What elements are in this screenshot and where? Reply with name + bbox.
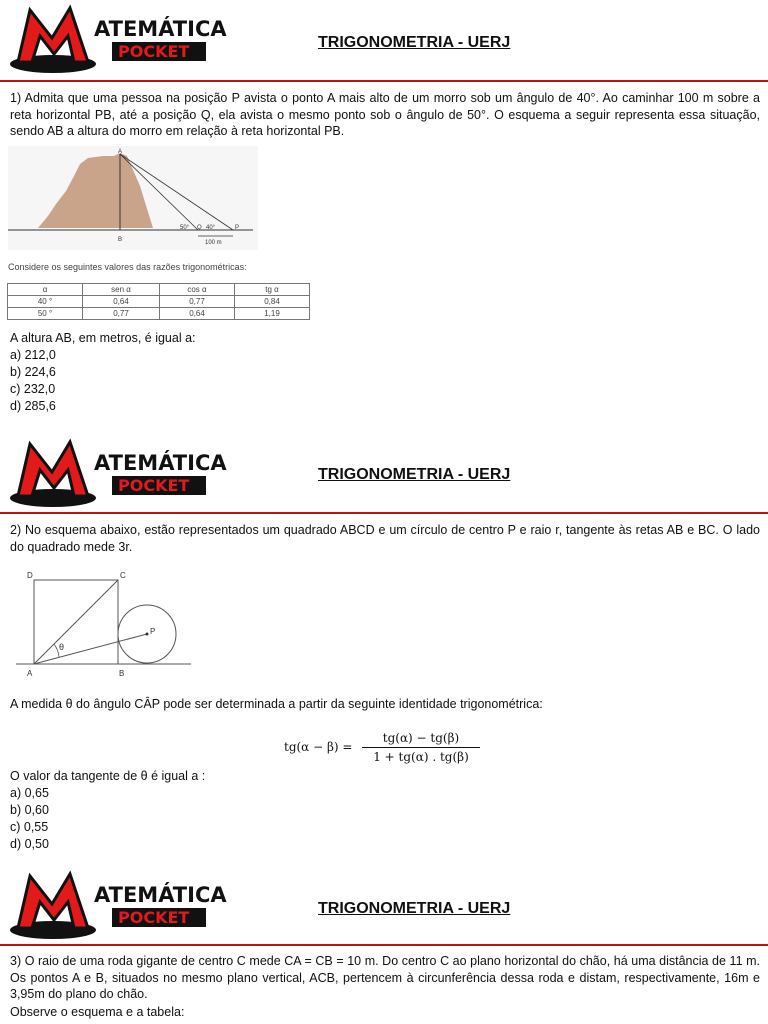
page-title: TRIGONOMETRIA - UERJ [318, 900, 511, 917]
table-cell: 40 ° [8, 296, 83, 308]
q2-label-theta: θ [59, 642, 65, 652]
q1-label-p: P [235, 225, 240, 231]
q1-distance: 100 m [205, 240, 222, 246]
q2-label-b: B [119, 669, 125, 678]
q2-option-d[interactable]: d) 0,50 [10, 837, 49, 851]
trig-table [7, 283, 310, 320]
q1-question: A altura AB, em metros, é igual a: [10, 331, 196, 345]
q1-option-a[interactable]: a) 212,0 [10, 348, 56, 362]
q1-angle-50: 50° [180, 225, 190, 231]
table-cell: 0,77 [160, 296, 235, 308]
q2-text: 2) No esquema abaixo, estão representados um quadrado ABCD e um círculo de centro P e raio r, tangente às retas AB e BC. O lado do quadrado mede 3r. [10, 523, 760, 554]
q1-table-caption: Considere os seguintes valores das razões trigonométricas: [8, 262, 247, 272]
table-cell: 0,64 [83, 296, 160, 308]
divider [0, 80, 768, 82]
logo-line2: POCKET [118, 42, 190, 61]
table-cell: 0,64 [160, 308, 235, 320]
q2-option-b[interactable]: b) 0,60 [10, 803, 49, 817]
table-header: tg α [235, 284, 310, 296]
q1-label-a: A [118, 149, 123, 155]
table-header: sen α [83, 284, 160, 296]
logo-line1: ATEMÁTICA [94, 883, 227, 907]
table-row [8, 308, 310, 320]
q2-label-a: A [27, 669, 33, 678]
q3-text: 3) O raio de uma roda gigante de centro C mede CA = CB = 10 m. Do centro C ao plano horizontal do chão, há uma distância de 11 m. Os pontos A e B, situados no mesmo plano vertical, ACB, pertencem à circunferência dessa roda e distam, respectivamente, 16m e 3,95m do plano do chão. [10, 954, 760, 1001]
q1-text: 1) Admita que uma pessoa na posição P avista o ponto A mais alto de um morro sob um ângulo de 40°. Ao caminhar 100 m sobre a reta horizontal PB, até a posição Q, ela avista o mesmo ponto sob o ângulo de 50°. O esquema a seguir representa essa situação, sendo AB a altura do morro em relação à reta horizontal PB. [10, 91, 760, 138]
logo-line2: POCKET [118, 908, 190, 927]
q2-label-c: C [120, 571, 126, 580]
logo [8, 436, 228, 510]
page-title: TRIGONOMETRIA - UERJ [318, 466, 511, 483]
page-title: TRIGONOMETRIA - UERJ [318, 34, 511, 51]
q1-angle-40: 40° [206, 225, 216, 231]
logo [8, 2, 228, 76]
divider [0, 512, 768, 514]
q2-label-d: D [27, 571, 33, 580]
fraction-bar [362, 747, 480, 748]
table-cell: 50 ° [8, 308, 83, 320]
table-row [8, 296, 310, 308]
q1-option-b[interactable]: b) 224,6 [10, 365, 56, 379]
q2-option-c[interactable]: c) 0,55 [10, 820, 49, 834]
table-cell: 1,19 [235, 308, 310, 320]
table-header: cos α [160, 284, 235, 296]
divider [0, 944, 768, 946]
table-header: α [8, 284, 83, 296]
q3-line2: Observe o esquema e a tabela: [10, 1005, 185, 1019]
table-cell: 0,84 [235, 296, 310, 308]
logo-line1: ATEMÁTICA [94, 451, 227, 475]
q2-text2: A medida θ do ângulo CÂP pode ser determinada a partir da seguinte identidade trigonométrica: [10, 697, 543, 711]
logo-line2: POCKET [118, 476, 190, 495]
q2-question: O valor da tangente de θ é igual a : [10, 769, 206, 783]
q1-label-q: Q [197, 225, 202, 231]
formula-numerator: tg(α) − tg(β) [382, 731, 460, 745]
q1-figure [8, 146, 258, 250]
q1-label-b: B [118, 237, 123, 243]
formula-lhs: tg(α − β) = [284, 740, 353, 754]
q2-label-p: P [150, 627, 156, 636]
q2-figure [16, 566, 194, 680]
table-cell: 0,77 [83, 308, 160, 320]
logo-line1: ATEMÁTICA [94, 17, 227, 41]
formula-denominator: 1 + tg(α) . tg(β) [373, 750, 469, 764]
q2-option-a[interactable]: a) 0,65 [10, 786, 49, 800]
table-header-row [8, 284, 310, 296]
logo [8, 868, 228, 942]
q1-option-d[interactable]: d) 285,6 [10, 399, 56, 413]
q1-option-c[interactable]: c) 232,0 [10, 382, 56, 396]
